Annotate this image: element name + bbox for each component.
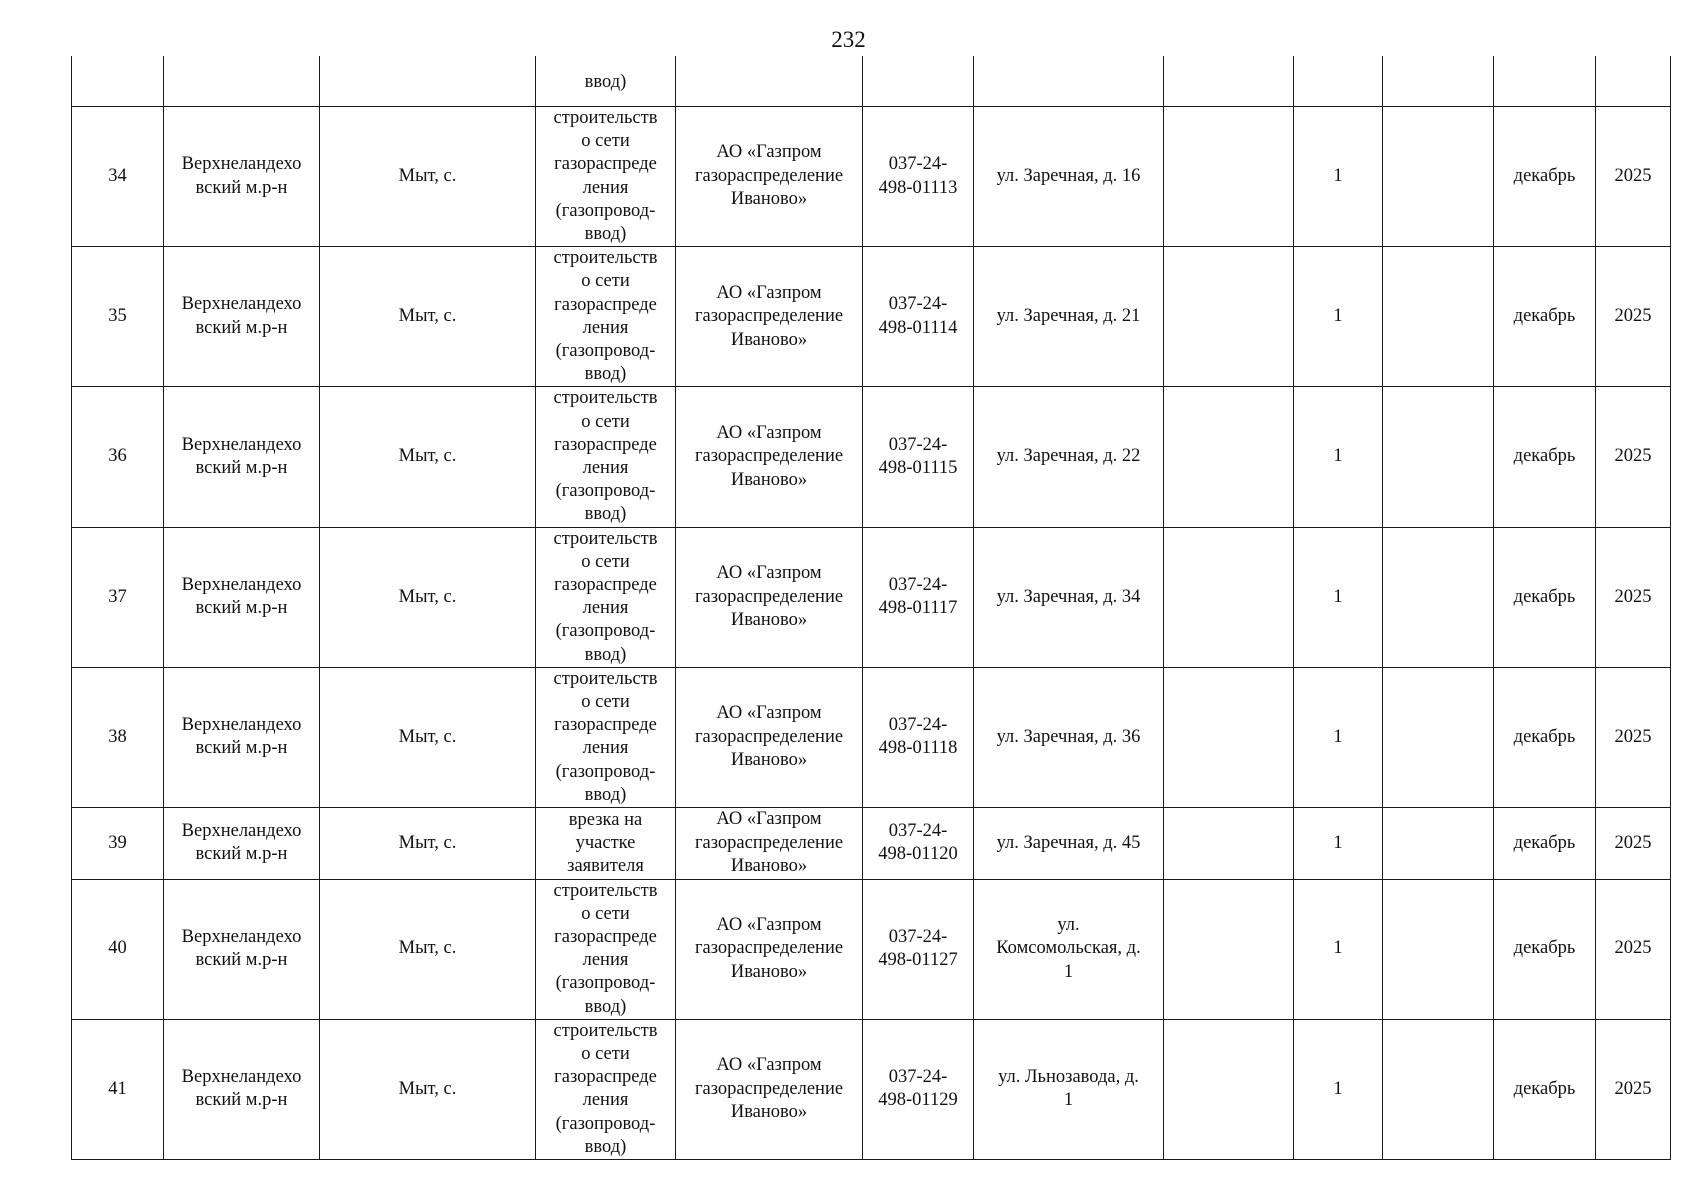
cell-col8 bbox=[1164, 879, 1294, 1019]
table-row bbox=[72, 808, 1671, 880]
cell-col8 bbox=[1164, 247, 1294, 387]
cell-work-type: строительств о сети газораспреде ления (газопровод- ввод) bbox=[536, 879, 676, 1019]
cell-district: Верхнеландехо вский м.р-н bbox=[164, 387, 320, 527]
table-row bbox=[72, 387, 1671, 527]
cell-work-type: строительств о сети газораспреде ления (газопровод- ввод) bbox=[536, 1019, 676, 1159]
cell-year: 2025 bbox=[1596, 527, 1671, 667]
cell-work-type: ввод) bbox=[536, 56, 676, 107]
cell-district: Верхнеландехо вский м.р-н bbox=[164, 107, 320, 247]
cell-organization: АО «Газпром газораспределение Иваново» bbox=[676, 667, 863, 807]
cell-month bbox=[1494, 56, 1596, 107]
cell-locality: Мыт, с. bbox=[320, 667, 536, 807]
cell-col8 bbox=[1164, 808, 1294, 880]
cell-district: Верхнеландехо вский м.р-н bbox=[164, 808, 320, 880]
cell-col10 bbox=[1383, 387, 1494, 527]
cell-year: 2025 bbox=[1596, 808, 1671, 880]
cell-locality: Мыт, с. bbox=[320, 808, 536, 880]
cell-num: 35 bbox=[72, 247, 164, 387]
table-row bbox=[72, 667, 1671, 807]
cell-month: декабрь bbox=[1494, 387, 1596, 527]
continuation-row bbox=[72, 56, 1671, 107]
cell-address: ул. Льнозавода, д. 1 bbox=[974, 1019, 1164, 1159]
cell-num: 36 bbox=[72, 387, 164, 527]
cell-code: 037-24- 498-01127 bbox=[863, 879, 974, 1019]
cell-month: декабрь bbox=[1494, 1019, 1596, 1159]
cell-col10 bbox=[1383, 247, 1494, 387]
cell-code: 037-24- 498-01117 bbox=[863, 527, 974, 667]
cell-month: декабрь bbox=[1494, 667, 1596, 807]
cell-code: 037-24- 498-01118 bbox=[863, 667, 974, 807]
cell-quantity: 1 bbox=[1294, 667, 1383, 807]
page-number: 232 bbox=[831, 27, 866, 52]
cell-col8 bbox=[1164, 107, 1294, 247]
cell-work-type: строительств о сети газораспреде ления (газопровод- ввод) bbox=[536, 247, 676, 387]
cell-num: 39 bbox=[72, 808, 164, 880]
table-row bbox=[72, 1019, 1671, 1159]
cell-code: 037-24- 498-01115 bbox=[863, 387, 974, 527]
cell-quantity: 1 bbox=[1294, 107, 1383, 247]
cell-col8 bbox=[1164, 387, 1294, 527]
cell-code: 037-24- 498-01120 bbox=[863, 808, 974, 880]
cell-code: 037-24- 498-01114 bbox=[863, 247, 974, 387]
cell-col10 bbox=[1383, 56, 1494, 107]
cell-district: Верхнеландехо вский м.р-н bbox=[164, 1019, 320, 1159]
cell-quantity: 1 bbox=[1294, 1019, 1383, 1159]
cell-district bbox=[164, 56, 320, 107]
cell-district: Верхнеландехо вский м.р-н bbox=[164, 247, 320, 387]
gas-connection-schedule-table bbox=[71, 56, 1671, 1160]
table-body bbox=[72, 56, 1671, 1160]
cell-num bbox=[72, 56, 164, 107]
cell-year bbox=[1596, 56, 1671, 107]
cell-work-type: строительств о сети газораспреде ления (газопровод- ввод) bbox=[536, 387, 676, 527]
cell-address: ул. Заречная, д. 22 bbox=[974, 387, 1164, 527]
cell-address: ул. Заречная, д. 45 bbox=[974, 808, 1164, 880]
cell-locality bbox=[320, 56, 536, 107]
cell-year: 2025 bbox=[1596, 247, 1671, 387]
cell-month: декабрь bbox=[1494, 247, 1596, 387]
cell-col8 bbox=[1164, 527, 1294, 667]
cell-address: ул. Заречная, д. 36 bbox=[974, 667, 1164, 807]
cell-col10 bbox=[1383, 527, 1494, 667]
cell-month: декабрь bbox=[1494, 808, 1596, 880]
cell-month: декабрь bbox=[1494, 107, 1596, 247]
cell-locality: Мыт, с. bbox=[320, 387, 536, 527]
cell-col8 bbox=[1164, 56, 1294, 107]
cell-locality: Мыт, с. bbox=[320, 879, 536, 1019]
cell-locality: Мыт, с. bbox=[320, 107, 536, 247]
cell-num: 38 bbox=[72, 667, 164, 807]
cell-locality: Мыт, с. bbox=[320, 1019, 536, 1159]
cell-month: декабрь bbox=[1494, 527, 1596, 667]
cell-quantity: 1 bbox=[1294, 247, 1383, 387]
cell-year: 2025 bbox=[1596, 387, 1671, 527]
cell-quantity: 1 bbox=[1294, 387, 1383, 527]
cell-organization: АО «Газпром газораспределение Иваново» bbox=[676, 247, 863, 387]
cell-code: 037-24- 498-01113 bbox=[863, 107, 974, 247]
cell-work-type: строительств о сети газораспреде ления (газопровод- ввод) bbox=[536, 107, 676, 247]
cell-quantity: 1 bbox=[1294, 879, 1383, 1019]
cell-col8 bbox=[1164, 1019, 1294, 1159]
cell-address: ул. Комсомольская, д. 1 bbox=[974, 879, 1164, 1019]
cell-district: Верхнеландехо вский м.р-н bbox=[164, 667, 320, 807]
cell-quantity bbox=[1294, 56, 1383, 107]
cell-organization: АО «Газпром газораспределение Иваново» bbox=[676, 107, 863, 247]
cell-organization bbox=[676, 56, 863, 107]
cell-year: 2025 bbox=[1596, 667, 1671, 807]
cell-district: Верхнеландехо вский м.р-н bbox=[164, 527, 320, 667]
cell-quantity: 1 bbox=[1294, 808, 1383, 880]
cell-col10 bbox=[1383, 879, 1494, 1019]
cell-col10 bbox=[1383, 808, 1494, 880]
cell-col10 bbox=[1383, 1019, 1494, 1159]
cell-num: 41 bbox=[72, 1019, 164, 1159]
cell-organization: АО «Газпром газораспределение Иваново» bbox=[676, 527, 863, 667]
cell-col8 bbox=[1164, 667, 1294, 807]
cell-organization: АО «Газпром газораспределение Иваново» bbox=[676, 1019, 863, 1159]
table-row bbox=[72, 879, 1671, 1019]
cell-organization: АО «Газпром газораспределение Иваново» bbox=[676, 879, 863, 1019]
cell-code: 037-24- 498-01129 bbox=[863, 1019, 974, 1159]
cell-month: декабрь bbox=[1494, 879, 1596, 1019]
cell-num: 40 bbox=[72, 879, 164, 1019]
cell-year: 2025 bbox=[1596, 879, 1671, 1019]
cell-address: ул. Заречная, д. 21 bbox=[974, 247, 1164, 387]
cell-num: 34 bbox=[72, 107, 164, 247]
cell-locality: Мыт, с. bbox=[320, 247, 536, 387]
cell-organization: АО «Газпром газораспределение Иваново» bbox=[676, 808, 863, 880]
cell-work-type: строительств о сети газораспреде ления (газопровод- ввод) bbox=[536, 667, 676, 807]
cell-organization: АО «Газпром газораспределение Иваново» bbox=[676, 387, 863, 527]
table-row bbox=[72, 247, 1671, 387]
cell-code bbox=[863, 56, 974, 107]
cell-col10 bbox=[1383, 667, 1494, 807]
cell-address: ул. Заречная, д. 34 bbox=[974, 527, 1164, 667]
cell-year: 2025 bbox=[1596, 1019, 1671, 1159]
cell-district: Верхнеландехо вский м.р-н bbox=[164, 879, 320, 1019]
cell-locality: Мыт, с. bbox=[320, 527, 536, 667]
table-row bbox=[72, 107, 1671, 247]
cell-address bbox=[974, 56, 1164, 107]
table-row bbox=[72, 527, 1671, 667]
cell-quantity: 1 bbox=[1294, 527, 1383, 667]
cell-address: ул. Заречная, д. 16 bbox=[974, 107, 1164, 247]
cell-num: 37 bbox=[72, 527, 164, 667]
cell-work-type: врезка на участке заявителя bbox=[536, 808, 676, 880]
cell-year: 2025 bbox=[1596, 107, 1671, 247]
cell-work-type: строительств о сети газораспреде ления (газопровод- ввод) bbox=[536, 527, 676, 667]
cell-col10 bbox=[1383, 107, 1494, 247]
